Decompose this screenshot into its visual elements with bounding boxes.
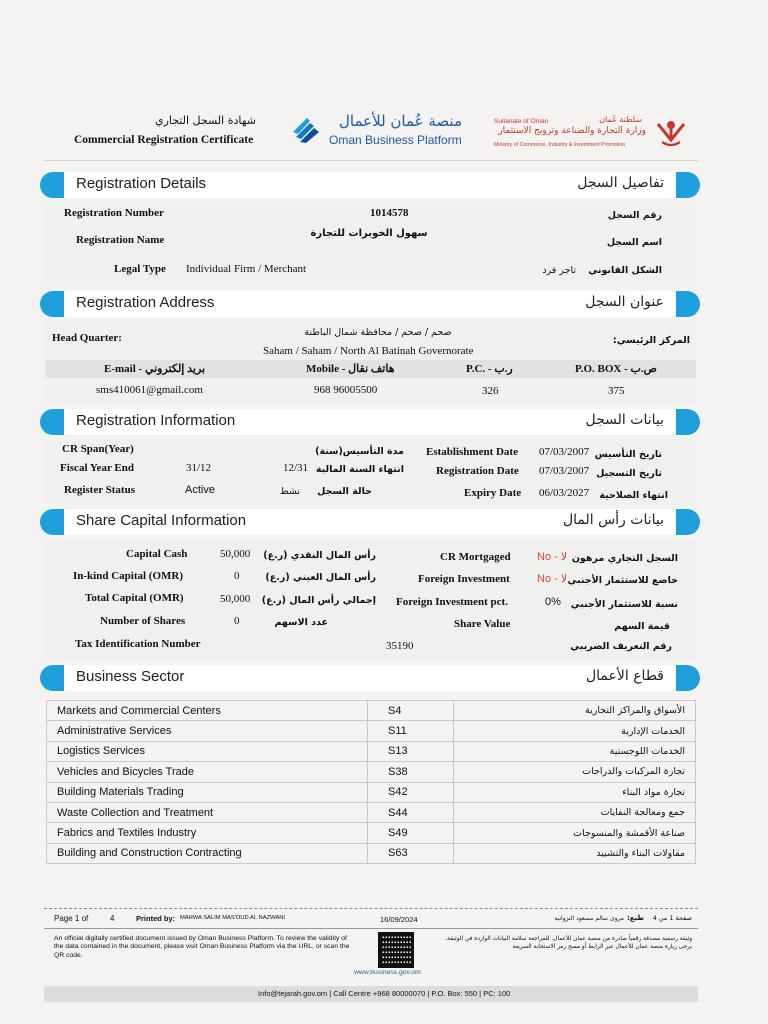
sector-name-ar: تجارة المركبات والدراجات xyxy=(454,762,696,782)
sector-code: S42 xyxy=(368,782,454,802)
sector-name-ar: مقاولات البناء والتشييد xyxy=(454,843,696,863)
number-of-shares-label: Number of Shares xyxy=(100,615,186,627)
section-title-ar: قطاع الأعمال xyxy=(585,668,664,684)
head-quarter-label: Head Quarter: xyxy=(52,332,122,344)
inkind-capital-label-ar: رأس المال العيني (ر.ع) xyxy=(265,572,376,583)
pc-value: 326 xyxy=(482,385,499,397)
legal-type-label-ar: الشكل القانوني xyxy=(588,265,662,276)
tax-id-value: 35190 xyxy=(386,640,414,652)
sector-name-ar: الأسواق والمراكز التجارية xyxy=(454,701,696,721)
section-title-en: Business Sector xyxy=(76,668,185,685)
register-status-value: Active xyxy=(185,484,215,496)
sector-name: Fabrics and Textiles Industry xyxy=(47,823,368,843)
table-row xyxy=(47,802,696,822)
table-row xyxy=(47,782,696,802)
register-status-value-ar: نشط xyxy=(279,486,300,497)
sector-code: S4 xyxy=(368,701,454,721)
registration-date-label: Registration Date xyxy=(436,465,519,477)
footer-printed-by-ar: مروى سالم مسعود النزوانية xyxy=(554,915,624,922)
cr-span-label-ar: مدة التأسيس(سنة) xyxy=(315,446,404,457)
sector-code: S44 xyxy=(368,802,454,822)
footer-mid-rule xyxy=(44,928,698,929)
capital-cash-value: 50,000 xyxy=(220,548,251,560)
share-value-label: Share Value xyxy=(454,618,511,630)
sector-code: S38 xyxy=(368,762,454,782)
ministry-small-en: Sultanate of Oman xyxy=(494,118,549,125)
registration-number-value: 1014578 xyxy=(370,207,409,219)
total-capital-label: Total Capital (OMR) xyxy=(85,592,184,604)
sector-code: S13 xyxy=(368,741,454,761)
oman-emblem-icon xyxy=(652,116,690,150)
section-title-en: Registration Details xyxy=(76,175,207,192)
pobox-value: 375 xyxy=(608,385,625,397)
registration-number-label: Registration Number xyxy=(64,207,164,219)
footer-page-label: Page 1 of xyxy=(54,914,89,923)
foreign-investment-value: No - لا xyxy=(537,573,568,585)
section-header-share-capital xyxy=(40,509,700,535)
sector-name: Building and Construction Contracting xyxy=(47,843,368,863)
fiscal-year-end-label-ar: انتهاء السنة المالية xyxy=(315,464,404,475)
platform-name-en: Oman Business Platform xyxy=(329,133,462,147)
tax-id-label-ar: رقم التعريف الضريبي xyxy=(570,641,672,652)
inkind-capital-label: In-kind Capital (OMR) xyxy=(73,570,184,582)
table-row xyxy=(47,701,696,721)
fiscal-year-end-value-ar: 12/31 xyxy=(283,462,309,474)
section-title-ar: عنوان السجل xyxy=(585,294,664,310)
email-value: sms410061@gmail.com xyxy=(96,384,203,396)
sector-name-ar: الخدمات الإدارية xyxy=(454,721,696,741)
cr-mortgaged-label-ar: السجل التجاري مرهون xyxy=(571,553,678,564)
table-row xyxy=(47,721,696,741)
sector-name-ar: تجارة مواد البناء xyxy=(454,782,696,802)
footer-printed-by-label: Printed by: xyxy=(136,914,176,923)
section-title-ar: بيانات السجل xyxy=(585,412,664,428)
registration-date-label-ar: تاريخ التسجيل xyxy=(596,468,662,479)
expiry-date-label-ar: انتهاء الصلاحية xyxy=(599,490,668,501)
footer-date: 16/09/2024 xyxy=(380,915,418,924)
registration-name-value: سهول الخوبرات للتجارة xyxy=(310,228,428,239)
table-row xyxy=(47,741,696,761)
footer-page-total: 4 xyxy=(110,914,115,923)
register-status-label-ar: حالة السجل xyxy=(317,486,372,497)
section-header-registration-details xyxy=(40,172,700,198)
table-row xyxy=(47,843,696,863)
header-divider xyxy=(44,160,698,161)
footer-note-en: An official digitally certified document issued by Oman Business Platform. To review the validity of the data contained in the document, please visit Oman Business Platform via the URL, or scan the QR code. xyxy=(54,935,350,959)
mobile-value: 968 96005500 xyxy=(314,384,378,396)
fiscal-year-end-label: Fiscal Year End xyxy=(60,462,134,474)
pc-column-header: P.C. - ر.ب xyxy=(466,363,513,375)
sector-name: Waste Collection and Treatment xyxy=(47,802,368,822)
cert-title-ar: شهادة السجل التجاري xyxy=(154,114,256,127)
footer-contact: Info@tejarah.gov.om | Call Centre +968 80000070 | P.O. Box: 550 | PC: 100 xyxy=(258,989,511,998)
registration-name-label-ar: اسم السجل xyxy=(606,237,662,248)
cr-mortgaged-label: CR Mortgaged xyxy=(440,551,511,563)
sector-name: Administrative Services xyxy=(47,721,368,741)
section-title-ar: بيانات رأس المال xyxy=(562,512,664,528)
cr-span-label: CR Span(Year) xyxy=(62,443,134,455)
expiry-date-value: 06/03/2027 xyxy=(539,487,590,499)
foreign-investment-label-ar: خاضع للاستثمار الأجنبي xyxy=(567,575,678,586)
sector-name-ar: جمع ومعالجة النفايات xyxy=(454,802,696,822)
foreign-investment-pct-value: 0% xyxy=(545,596,561,608)
table-row xyxy=(47,762,696,782)
ministry-name-ar: وزارة التجارة والصناعة وترويج الاستثمار xyxy=(498,126,646,136)
establishment-date-label-ar: تاريخ التأسيس xyxy=(594,449,662,460)
foreign-investment-pct-label-ar: نسبة للاستثمار الأجنبي xyxy=(570,599,678,610)
sector-code: S49 xyxy=(368,823,454,843)
share-value-label-ar: قيمة السهم xyxy=(614,621,670,632)
foreign-investment-pct-label: Foreign Investment pct. xyxy=(396,596,508,608)
platform-name-ar: منصة عُمان للأعمال xyxy=(339,112,462,130)
footer-url: www.business.gov.om xyxy=(354,969,421,976)
footer-page-ar: صفحة 1 من 4 xyxy=(652,914,692,922)
sector-name: Logistics Services xyxy=(47,741,368,761)
section-title-en: Registration Address xyxy=(76,294,215,311)
sector-name-ar: الخدمات اللوجستية xyxy=(454,741,696,761)
sector-name: Markets and Commercial Centers xyxy=(47,701,368,721)
capital-cash-label-ar: رأس المال النقدي (ر.ع) xyxy=(263,550,376,561)
establishment-date-value: 07/03/2007 xyxy=(539,446,590,458)
qr-code-icon xyxy=(378,932,414,968)
footer-printed-by-ar-label: طبع: xyxy=(626,914,644,922)
register-status-label: Register Status xyxy=(64,484,135,496)
tax-id-label: Tax Identification Number xyxy=(75,638,201,650)
sector-name: Building Materials Trading xyxy=(47,782,368,802)
table-row xyxy=(47,823,696,843)
number-of-shares-value: 0 xyxy=(234,615,240,627)
section-header-business-sector xyxy=(40,665,700,691)
pobox-column-header: P.O. BOX - ص.ب xyxy=(575,363,657,375)
obp-logo-icon xyxy=(290,112,324,146)
legal-type-value-ar: تاجر فرد xyxy=(542,265,576,276)
head-quarter-value-en: Saham / Saham / North Al Batinah Governorate xyxy=(263,345,474,357)
footer-top-rule xyxy=(44,908,698,909)
ministry-name-en: Ministry of Commerce, Industry & Investment Promotion xyxy=(494,142,626,148)
cr-mortgaged-value: No - لا xyxy=(537,551,568,563)
sector-name-ar: صناعة الأقمشة والمنسوجات xyxy=(454,823,696,843)
sector-name: Vehicles and Bicycles Trade xyxy=(47,762,368,782)
expiry-date-label: Expiry Date xyxy=(464,487,522,499)
registration-number-label-ar: رقم السجل xyxy=(607,210,662,221)
head-quarter-value-ar: صحم / صحم / محافظة شمال الباطنة xyxy=(304,327,452,338)
business-sector-table xyxy=(46,700,696,864)
registration-date-value: 07/03/2007 xyxy=(539,465,590,477)
section-title-en: Share Capital Information xyxy=(76,512,247,529)
cert-title-en: Commercial Registration Certificate xyxy=(74,134,254,146)
total-capital-value: 50,000 xyxy=(220,593,251,605)
total-capital-label-ar: إجمالي رأس المال (ر.ع) xyxy=(261,595,376,606)
footer-printed-by: MARWA SALIM MAS'OUD AL NAZWANI xyxy=(180,915,286,921)
establishment-date-label: Establishment Date xyxy=(426,446,518,458)
footer-note-ar: وثيقة رسمية مصدقة رقمياً صادرة من منصة عمان للأعمال. للمراجعة سلامة البيانات الواردة في الوثيقة، يرجى زيارة منصة عمان للأعمال عبر الرابط أو مسح رمز الاستجابة السريعة xyxy=(445,936,692,951)
section-title-en: Registration Information xyxy=(76,412,236,429)
legal-type-label: Legal Type xyxy=(114,263,166,275)
number-of-shares-label-ar: عدد الاسهم xyxy=(274,617,328,628)
registration-name-label: Registration Name xyxy=(76,234,165,246)
section-title-ar: تفاصيل السجل xyxy=(577,175,664,191)
sector-code: S11 xyxy=(368,721,454,741)
inkind-capital-value: 0 xyxy=(234,570,240,582)
mobile-column-header: Mobile - هاتف نقال xyxy=(306,363,395,375)
footer xyxy=(44,908,698,1008)
section-header-registration-information xyxy=(40,409,700,435)
section-header-registration-address xyxy=(40,291,700,317)
legal-type-value: Individual Firm / Merchant xyxy=(186,263,307,275)
ministry-small-ar: سلطنة عُمان xyxy=(599,115,642,124)
head-quarter-label-ar: المركز الرئيسي: xyxy=(612,335,690,346)
fiscal-year-end-value: 31/12 xyxy=(186,462,212,474)
foreign-investment-label: Foreign Investment xyxy=(418,573,510,585)
capital-cash-label: Capital Cash xyxy=(126,548,188,560)
sector-code: S63 xyxy=(368,843,454,863)
email-column-header: E-mail - بريد إلكتروني xyxy=(104,363,206,375)
